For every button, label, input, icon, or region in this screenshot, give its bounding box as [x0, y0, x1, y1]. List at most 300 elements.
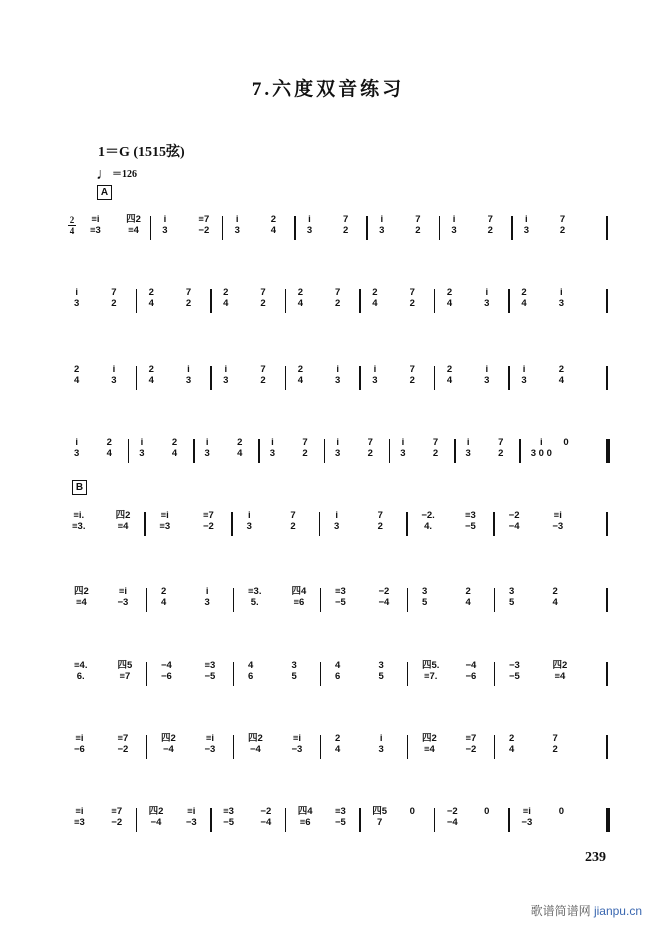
upper-note: 7	[552, 733, 558, 744]
dyad-chord	[292, 660, 297, 682]
upper-note: 0	[558, 806, 564, 817]
upper-note: i	[235, 214, 239, 225]
dyad-chord	[186, 806, 197, 828]
dyad-chord	[400, 437, 405, 459]
dyad-chord	[422, 733, 437, 755]
upper-note: 2	[446, 287, 453, 298]
dyad-chord	[205, 733, 216, 755]
lower-note: −5	[465, 521, 476, 532]
bar-line	[434, 366, 436, 390]
bar-line	[389, 439, 391, 463]
upper-note: 四2	[248, 733, 263, 744]
lower-note: 3	[400, 448, 406, 459]
dyad-chord	[139, 437, 144, 459]
dyad-chord	[335, 733, 340, 755]
score-line	[66, 586, 626, 626]
bar-line	[366, 216, 368, 240]
dyad-chord	[172, 437, 177, 459]
bar-line	[434, 289, 436, 313]
lower-note: −2	[465, 744, 477, 755]
upper-note: 四2	[552, 660, 568, 671]
dyad-chord	[290, 510, 295, 532]
bar-line	[359, 366, 361, 390]
upper-note: ≡7	[117, 733, 129, 744]
upper-note: i	[112, 364, 116, 375]
bar-line	[606, 735, 608, 759]
lower-note: −5	[335, 817, 346, 828]
bar-line	[606, 662, 608, 686]
lower-note: 3	[111, 375, 117, 386]
bar-line	[494, 662, 496, 686]
upper-note: 2	[74, 364, 80, 375]
upper-note: ≡7	[203, 510, 214, 521]
score-line	[66, 806, 626, 846]
dyad-chord	[248, 586, 261, 608]
upper-note: 2	[237, 437, 243, 448]
lower-note: 4	[270, 225, 276, 236]
upper-note: 2	[106, 437, 112, 448]
dyad-chord	[447, 806, 458, 828]
dyad-chord	[553, 660, 568, 682]
lower-note: 5	[378, 671, 384, 682]
lower-note: −3	[117, 597, 129, 608]
lower-note: 5.	[250, 597, 259, 608]
upper-note: 7	[559, 214, 566, 225]
lower-note: ≡4	[75, 597, 87, 608]
lower-note: 4	[372, 298, 378, 309]
lower-note: ≡3	[90, 225, 101, 236]
dyad-chord	[509, 510, 520, 532]
dyad-chord	[292, 733, 303, 755]
bar-line	[606, 216, 608, 240]
lower-note: 3	[523, 225, 529, 236]
upper-note: 3	[422, 586, 428, 597]
lower-note: ≡6	[299, 817, 311, 828]
dyad-chord	[260, 806, 271, 828]
lower-note: 3	[234, 225, 240, 236]
lower-note: 3	[372, 375, 378, 386]
lower-note: 3	[521, 375, 527, 386]
upper-note: 四2	[422, 733, 437, 744]
tempo-marking	[96, 165, 137, 184]
bar-line	[508, 808, 510, 832]
upper-note: 2	[297, 364, 303, 375]
upper-note: 7	[290, 510, 296, 521]
lower-note: ≡7.	[423, 671, 438, 682]
bar-line	[319, 512, 321, 536]
dyad-chord	[203, 510, 214, 532]
upper-note: ≡i.	[73, 510, 85, 521]
upper-note: 四4	[297, 806, 313, 817]
upper-note: 7	[343, 214, 349, 225]
dyad-chord	[335, 806, 346, 828]
rehearsal-mark-a: A	[97, 185, 112, 200]
bar-line	[359, 808, 361, 832]
lower-note: 4	[74, 375, 80, 386]
lower-note: −6	[161, 671, 172, 682]
upper-note: 7	[367, 437, 373, 448]
upper-note: i	[75, 437, 78, 448]
upper-note: 7	[260, 364, 266, 375]
lower-note: −2	[117, 744, 129, 755]
dyad-chord	[484, 287, 489, 309]
dyad-chord	[298, 806, 313, 828]
upper-note: 2	[558, 364, 564, 375]
upper-note: i	[271, 437, 274, 448]
lower-note: 4	[223, 298, 229, 309]
upper-note: 2	[171, 437, 178, 448]
upper-note: i	[224, 364, 228, 375]
dyad-chord	[118, 660, 133, 682]
lower-note: 3	[162, 225, 168, 236]
dyad-chord	[118, 586, 129, 608]
bar-line	[320, 662, 322, 686]
lower-note: 2	[487, 225, 493, 236]
dyad-chord	[162, 214, 167, 236]
dyad-chord	[498, 437, 503, 459]
upper-note: 2	[335, 733, 341, 744]
upper-note: i	[335, 510, 338, 521]
dyad-chord	[421, 510, 434, 532]
bar-line	[407, 662, 409, 686]
upper-note: 2	[223, 287, 229, 298]
lower-note: ≡4	[117, 521, 129, 532]
upper-note: 0	[409, 806, 415, 817]
upper-note: 0	[563, 437, 569, 448]
bar-line	[128, 439, 130, 463]
upper-note: 2	[148, 364, 154, 375]
upper-note: ≡i	[91, 214, 100, 225]
lower-note: 3	[306, 225, 313, 236]
lower-note: 3	[335, 448, 341, 459]
upper-note: ≡7	[198, 214, 210, 225]
dyad-chord	[90, 214, 101, 236]
upper-note: 3	[509, 586, 515, 597]
lower-note: 3	[139, 448, 145, 459]
lower-note: 3	[269, 448, 276, 459]
bar-line	[606, 512, 608, 536]
bar-line	[233, 662, 235, 686]
upper-note: ≡3	[335, 806, 346, 817]
score-line	[66, 287, 626, 327]
lower-note: 6	[335, 671, 341, 682]
dyad-chord	[379, 660, 384, 682]
bar-line	[146, 588, 148, 612]
lower-note: −2	[111, 817, 123, 828]
lower-note: −4	[260, 817, 272, 828]
upper-note: 2	[552, 586, 558, 597]
lower-note: −6	[465, 671, 477, 682]
dyad-chord	[72, 510, 85, 532]
dyad-chord	[237, 437, 242, 459]
dyad-chord	[531, 437, 552, 459]
bar-line	[606, 289, 608, 313]
upper-note: i	[379, 733, 383, 744]
upper-note: i	[247, 510, 251, 521]
score-line	[66, 214, 626, 254]
upper-note: 7	[409, 364, 415, 375]
bar-line	[285, 808, 287, 832]
dyad-chord	[223, 364, 228, 386]
score-line	[66, 364, 626, 404]
dyad-chord	[198, 214, 209, 236]
score-line	[66, 437, 626, 477]
bar-line	[210, 366, 212, 390]
dyad-chord	[559, 806, 564, 817]
upper-note: ≡i	[160, 510, 169, 521]
lower-note: 4	[171, 448, 178, 459]
dyad-chord	[248, 660, 253, 682]
dyad-chord	[466, 437, 471, 459]
lower-note: 4	[148, 298, 154, 309]
upper-note: i	[336, 364, 339, 375]
lower-note: 4	[297, 298, 303, 309]
lower-note: 3	[223, 375, 229, 386]
bar-line	[320, 588, 322, 612]
dyad-chord	[410, 806, 415, 817]
dyad-chord	[368, 437, 373, 459]
dyad-chord	[235, 214, 240, 236]
upper-note: 2	[372, 287, 378, 298]
lower-note: 2	[260, 375, 266, 386]
lower-note: ≡4	[554, 671, 566, 682]
upper-note: 2	[446, 364, 453, 375]
bar-line	[508, 366, 510, 390]
bar-line	[493, 512, 495, 536]
lower-note: −2	[198, 225, 210, 236]
lower-note: 3	[379, 225, 385, 236]
lower-note: −4	[508, 521, 520, 532]
upper-note: 四2	[161, 733, 176, 744]
lower-note: 2	[343, 225, 349, 236]
watermark	[531, 902, 642, 919]
dyad-chord	[247, 510, 252, 532]
upper-note: 四5.	[422, 660, 440, 671]
dyad-chord	[248, 733, 263, 755]
dyad-chord	[466, 586, 471, 608]
lower-note: 2	[559, 225, 566, 236]
lower-note: 3	[185, 375, 192, 386]
dyad-chord	[161, 660, 172, 682]
dyad-chord	[466, 733, 477, 755]
dyad-chord	[509, 660, 520, 682]
lower-note: 4	[465, 597, 471, 608]
bar-line	[511, 216, 513, 240]
upper-note: 7	[111, 287, 117, 298]
dyad-chord	[223, 806, 234, 828]
lower-note: −6	[74, 744, 85, 755]
bar-line	[324, 439, 326, 463]
bar-line	[146, 662, 148, 686]
upper-note: −3	[509, 660, 520, 671]
dyad-chord	[410, 287, 415, 309]
dyad-chord	[378, 510, 383, 532]
dyad-chord	[149, 287, 154, 309]
dyad-chord	[447, 364, 452, 386]
dyad-chord	[302, 437, 307, 459]
upper-note: ≡7	[111, 806, 123, 817]
dyad-chord	[484, 806, 489, 817]
dyad-chord	[74, 806, 85, 828]
lower-note: −3	[521, 817, 533, 828]
dyad-chord	[298, 364, 303, 386]
dyad-chord	[116, 510, 131, 532]
lower-note: 3	[334, 521, 340, 532]
lower-note: ≡7	[119, 671, 131, 682]
lower-note: 3	[451, 225, 457, 236]
dyad-chord	[335, 660, 340, 682]
lower-note: 2	[409, 298, 415, 309]
dyad-chord	[161, 733, 176, 755]
dyad-chord	[521, 287, 526, 309]
dyad-chord	[335, 437, 340, 459]
lower-note: 5	[509, 597, 515, 608]
dyad-chord	[552, 510, 563, 532]
lower-note: 4	[335, 744, 341, 755]
lower-note: 3	[484, 298, 490, 309]
lower-note: 4	[446, 298, 453, 309]
tempo-value: ＝126	[112, 169, 137, 180]
upper-note: i	[401, 437, 405, 448]
lower-note: ≡4	[128, 225, 139, 236]
dyad-chord	[335, 364, 340, 386]
lower-note: 2	[290, 521, 296, 532]
dyad-chord	[74, 586, 89, 608]
upper-note: i	[540, 437, 543, 448]
lower-note: 4	[558, 375, 564, 386]
lower-note: −5	[223, 817, 234, 828]
lower-note: 4	[552, 597, 558, 608]
lower-note: 4	[237, 448, 243, 459]
dyad-chord	[379, 214, 384, 236]
lower-note: −3	[185, 817, 197, 828]
bar-line	[606, 439, 610, 463]
lower-note: 4	[297, 375, 303, 386]
lower-note: 4	[161, 597, 167, 608]
upper-note: −2	[508, 510, 520, 521]
lower-note: −4	[378, 597, 390, 608]
bar-line	[146, 735, 148, 759]
upper-note: 四4	[291, 586, 307, 597]
bar-line	[285, 289, 287, 313]
upper-note: ≡7	[465, 733, 477, 744]
lower-note: 2	[260, 298, 266, 309]
upper-note: −2.	[421, 510, 435, 521]
lower-note: 2	[111, 298, 117, 309]
lower-note: 5	[291, 671, 297, 682]
lower-note: 3	[246, 521, 252, 532]
bar-line	[407, 588, 409, 612]
upper-note: 7	[377, 510, 383, 521]
upper-note: i	[485, 364, 489, 375]
dyad-chord	[74, 660, 87, 682]
key-signature: 1＝G (1515弦)	[98, 145, 185, 160]
dyad-chord	[74, 364, 79, 386]
bar-line	[606, 366, 608, 390]
upper-note: ≡i	[75, 733, 84, 744]
watermark-url: jianpu.cn	[593, 904, 642, 918]
lower-note: 3	[484, 375, 490, 386]
lower-note: 3	[74, 298, 80, 309]
dyad-chord	[379, 586, 390, 608]
upper-note: 四2	[148, 806, 164, 817]
dyad-chord	[559, 287, 564, 309]
lower-note: 3	[74, 448, 80, 459]
dyad-chord	[509, 733, 514, 755]
upper-note: 2	[509, 733, 515, 744]
upper-note: 7	[487, 214, 493, 225]
lower-note: −4	[162, 744, 174, 755]
dyad-chord	[509, 586, 514, 608]
page-title: 7.六度双音练习	[251, 79, 405, 100]
dyad-chord	[149, 364, 154, 386]
upper-note: 四2	[126, 214, 141, 225]
upper-note: 四2	[115, 510, 131, 521]
time-signature-bottom: 4	[69, 226, 75, 236]
dyad-chord	[447, 287, 452, 309]
lower-note: 2	[409, 375, 415, 386]
upper-note: i	[308, 214, 311, 225]
upper-note: ≡i	[522, 806, 531, 817]
lower-note: 2	[335, 298, 341, 309]
upper-note: i	[560, 287, 563, 298]
upper-note: −2	[260, 806, 272, 817]
bar-line	[359, 289, 361, 313]
lower-note: −5	[509, 671, 520, 682]
upper-note: ≡i	[75, 806, 84, 817]
upper-note: −2	[378, 586, 390, 597]
upper-note: ≡4.	[74, 660, 88, 671]
score-line	[66, 733, 626, 773]
upper-note: 4	[248, 660, 254, 671]
upper-note: i	[205, 586, 209, 597]
dyad-chord	[466, 660, 477, 682]
upper-note: i	[485, 287, 489, 298]
lower-note: ≡3	[159, 521, 171, 532]
upper-note: 四2	[74, 586, 89, 597]
dyad-chord	[74, 287, 79, 309]
upper-note: 2	[270, 214, 276, 225]
dyad-chord	[343, 214, 348, 236]
dyad-chord	[422, 660, 439, 682]
upper-note: ≡i	[187, 806, 196, 817]
dyad-chord	[307, 214, 312, 236]
lower-note: −4	[446, 817, 458, 828]
dyad-chord	[118, 733, 129, 755]
upper-note: 2	[161, 586, 167, 597]
upper-note: i	[163, 214, 167, 225]
upper-note: 7	[498, 437, 504, 448]
lower-note: −4	[150, 817, 162, 828]
lower-note: ≡6	[293, 597, 305, 608]
dyad-chord	[107, 437, 112, 459]
bar-line	[454, 439, 456, 463]
bar-line	[210, 808, 212, 832]
lower-note: 3	[378, 744, 384, 755]
upper-note: i	[525, 214, 528, 225]
dyad-chord	[372, 364, 377, 386]
dyad-chord	[111, 806, 122, 828]
dyad-chord	[488, 214, 493, 236]
upper-note: 0	[484, 806, 490, 817]
lower-note: 3	[465, 448, 471, 459]
quarter-note-icon: ♩	[96, 166, 112, 183]
dyad-chord	[372, 806, 387, 828]
bar-line	[233, 588, 235, 612]
dyad-chord	[560, 214, 565, 236]
dyad-chord	[415, 214, 420, 236]
watermark-cn: 歌谱简谱网	[530, 904, 591, 918]
